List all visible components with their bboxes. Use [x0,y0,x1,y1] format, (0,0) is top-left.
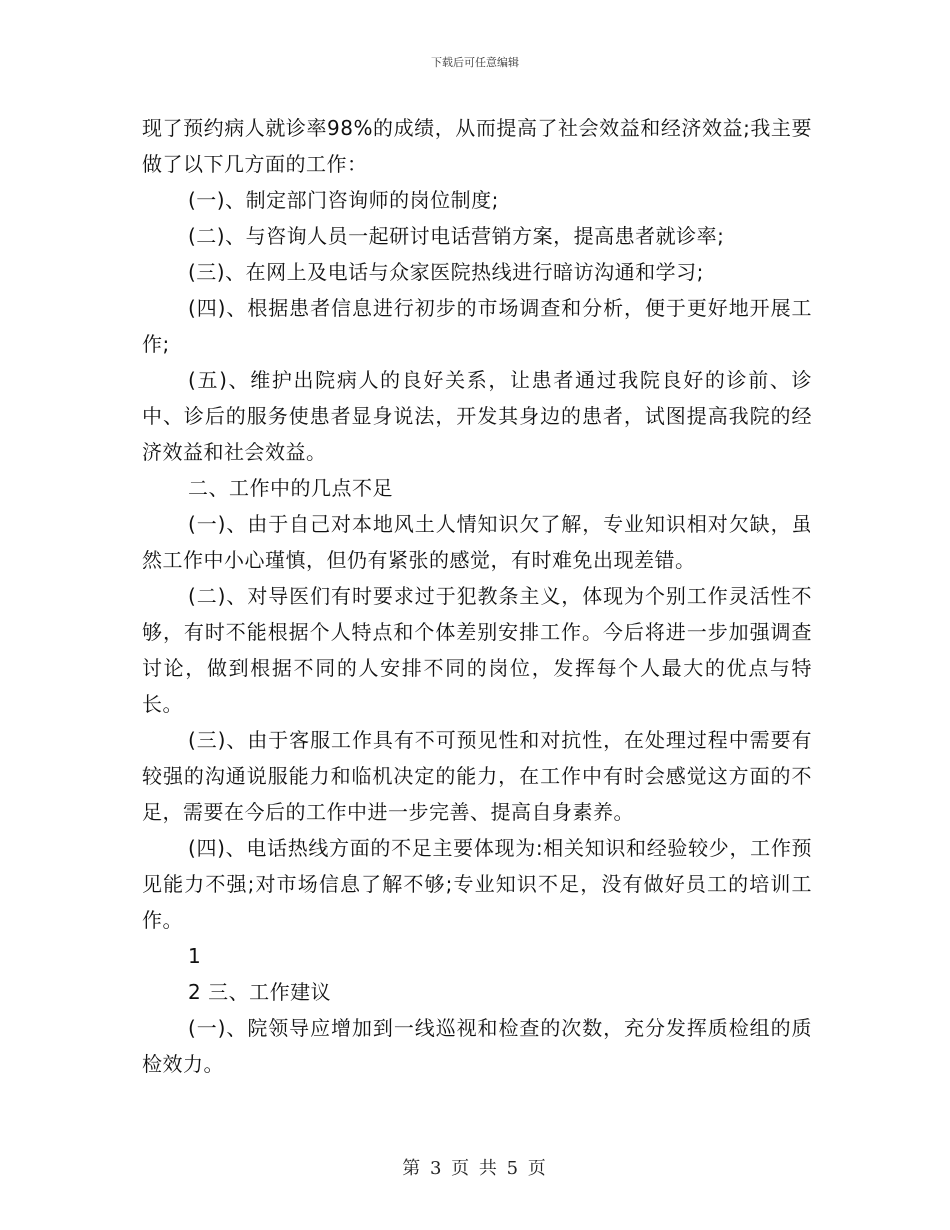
paragraph-11: 1 [188,944,202,968]
paragraph-13: (一)、院领导应增加到一线巡视和检查的次数，充分发挥质检组的质检效力。 [142,1016,812,1076]
section-heading-shortcomings: 二、工作中的几点不足 [188,476,393,500]
paragraph-1: (一)、制定部门咨询师的岗位制度; [188,188,499,212]
paragraph-5: (五)、维护出院病人的良好关系，让患者通过我院良好的诊前、诊中、诊后的服务使患者显身说法，开发其身边的患者，试图提高我院的经济效益和社会效益。 [142,368,812,464]
page-header-note: 下载后可任意编辑 [431,56,519,69]
paragraph-7: (一)、由于自己对本地风土人情知识欠了解，专业知识相对欠缺，虽然工作中小心瑾慎，但仍有紧张的感觉，有时难免出现差错。 [142,512,812,572]
paragraph-0: 现了预约病人就诊率98%的成绩，从而提高了社会效益和经济效益;我主要做了以下几方面的工作： [142,116,812,176]
section-heading-suggestions: 2 三、工作建议 [188,980,332,1004]
paragraph-9: (三)、由于客服工作具有不可预见性和对抗性，在处理过程中需要有较强的沟通说服能力和临机决定的能力，在工作中有时会感觉这方面的不足，需要在今后的工作中进一步完善、提高自身素养。 [142,728,812,824]
paragraph-8: (二)、对导医们有时要求过于犯教条主义，体现为个别工作灵活性不够，有时不能根据个人特点和个体差别安排工作。今后将进一步加强调查讨论，做到根据不同的人安排不同的岗位，发挥每个人最大的优点与特长。 [142,584,812,716]
paragraph-3: (三)、在网上及电话与众家医院热线进行暗访沟通和学习; [188,260,704,284]
document-body [142,110,812,1082]
paragraph-4: (四)、根据患者信息进行初步的市场调查和分析，便于更好地开展工作; [142,296,812,356]
paragraph-2: (二)、与咨询人员一起研讨电话营销方案，提高患者就诊率; [188,224,725,248]
page-number: 第 3 页 共 5 页 [402,1158,548,1179]
paragraph-10: (四)、电话热线方面的不足主要体现为:相关知识和经验较少，工作预见能力不强;对市场信息了解不够;专业知识不足，没有做好员工的培训工作。 [142,836,812,932]
